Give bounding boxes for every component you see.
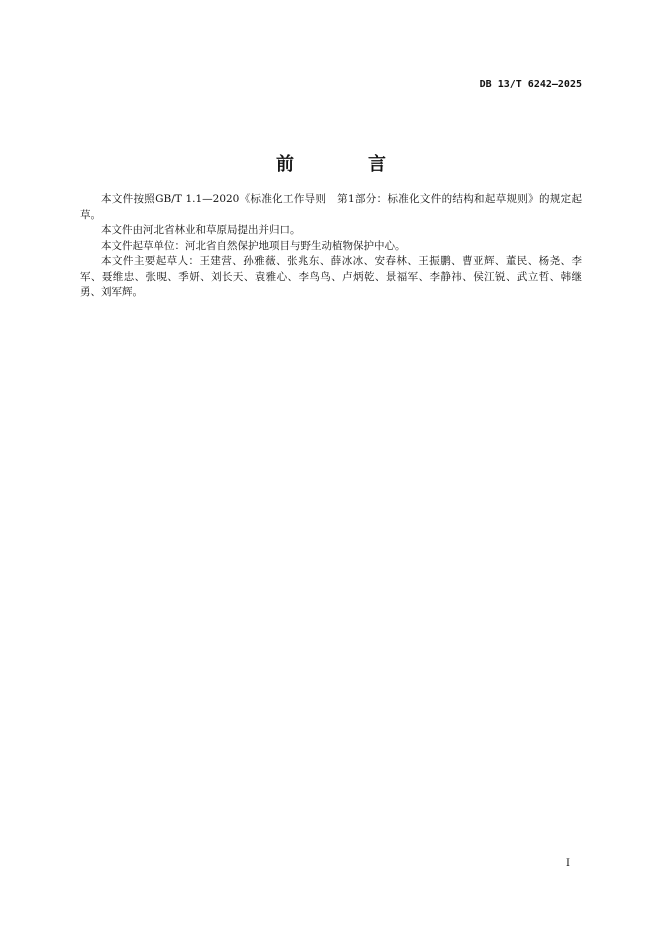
page-number: I	[566, 858, 570, 869]
paragraph-drafters: 本文件主要起草人：王建营、孙雅薇、张兆东、薛冰冰、安春林、王振鹏、曹亚辉、董民、杨尧、李军、聂维忠、张晛、季妍、刘长天、袁雅心、李鸟鸟、卢炳乾、景福军、李静祎、侯江锐、武立哲、韩继勇、刘军辉。	[80, 255, 582, 298]
paragraph-drafting-unit: 本文件起草单位：河北省自然保护地项目与野生动植物保护中心。	[101, 239, 406, 252]
document-code: DB 13/T 6242—2025	[479, 79, 582, 90]
paragraph-drafting-rules: 本文件按照GB/T 1.1—2020《标准化工作导则 第1部分：标准化文件的结构和起草规则》的规定起草。	[80, 193, 582, 221]
page-title: 前 言	[276, 154, 414, 175]
paragraph-proposer: 本文件由河北省林业和草原局提出并归口。	[101, 224, 301, 236]
foreword-body	[80, 192, 582, 301]
